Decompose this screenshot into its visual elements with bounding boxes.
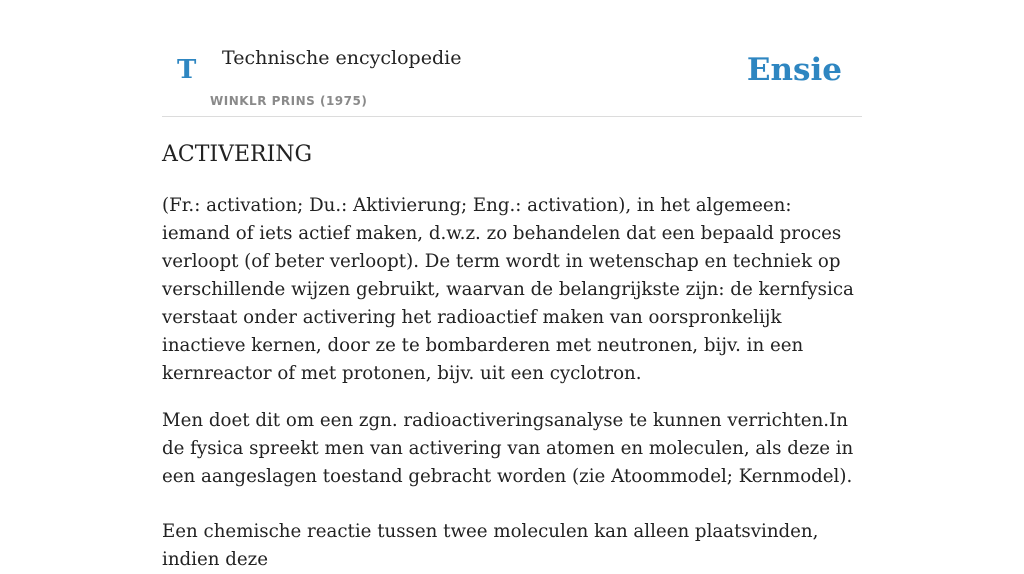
ensie-logo[interactable]: Ensie [746, 52, 842, 88]
article-paragraph-3: Een chemische reactie tussen twee moleculen kan alleen plaatsvinden, indien deze [162, 521, 819, 570]
site-header [162, 0, 862, 117]
article-paragraph-1: (Fr.: activation; Du.: Aktivierung; Eng.: activation), in het algemeen: iemand of iets actief maken, d.w.z. zo behandelen dat een bepaald proces verloopt (of beter verloopt). De term wordt in wetenschap en techniek op verschillende wijzen gebruikt, waarvan de belangrijkste zijn: de kernfysica verstaat onder activering het radioactief maken van oorspronkelijk inactieve kernen, door ze te bombarderen met neutronen, bijv. in een kernreactor of met protonen, bijv. uit een cyclotron. [162, 195, 854, 384]
source-label: WINKLR PRINS (1975) [210, 94, 368, 108]
article-paragraph-2: Men doet dit om een zgn. radioactiveringsanalyse te kunnen verrichten.In de fysica spreekt men van activering van atomen en moleculen, als deze in een aangeslagen toestand gebracht worden (zie Atoommodel; Kernmodel). [162, 410, 854, 487]
encyclopedia-title[interactable]: Technische encyclopedie [222, 47, 462, 69]
encyclopedia-logo-icon[interactable]: T [177, 55, 197, 85]
article-headword: ACTIVERING [162, 142, 313, 167]
article-body [162, 192, 862, 574]
